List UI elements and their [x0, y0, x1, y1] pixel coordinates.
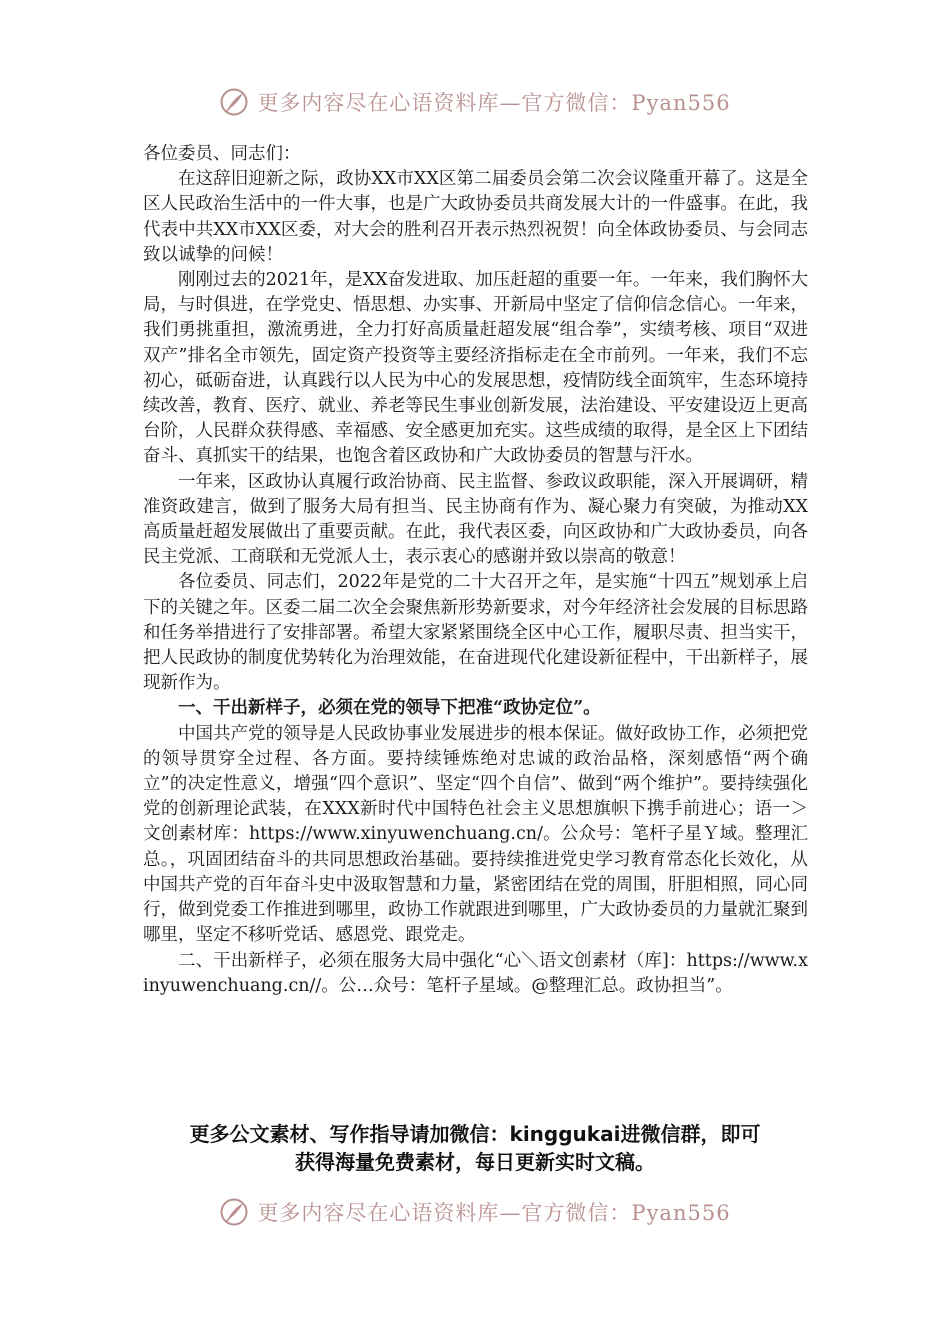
- paragraph-5: 中国共产党的领导是人民政协事业发展进步的根本保证。做好政协工作，必须把党的领导贯穿全过程、各方面。要持续锤炼绝对忠诚的政治品格，深刻感悟“两个确立”的决定性意义，增强“四个意识”、坚定“四个自信”、做到“两个维护”。要持续强化党的创新理论武装，在XXX新时代中国特色社会主义思想旗帜下携手前进心；语一＞文创素材库：https://www.xinyuwenchuang.cn/。公众号：笔杆子星Ｙ域。整理汇总。，巩固团结奋斗的共同思想政治基础。要持续推进党史学习教育常态化长效化，从中国共产党的百年奋斗史中汲取智慧和力量，紧密团结在党的周围，肝胆相照，同心同行，做到党委工作推进到哪里，政协工作就跟进到哪里，广大政协委员的力量就汇聚到哪里，坚定不移听党话、感恩党、跟党走。: [143, 723, 808, 946]
- paragraph-4: 各位委员、同志们，2022年是党的二十大召开之年，是实施“十四五”规划承上启下的关键之年。区委二届二次全会聚焦新形势新要求，对今年经济社会发展的目标思路和任务举措进行了安排部署。希望大家紧紧围绕全区中心工作，履职尽责、担当实干，把人民政协的制度优势转化为治理效能，在奋进现代化建设新征程中，干出新样子，展现新作为。: [143, 572, 808, 694]
- paragraph-3: 一年来，区政协认真履行政治协商、民主监督、参政议政职能，深入开展调研，精准资政建言，做到了服务大局有担当、民主协商有作为、凝心聚力有突破，为推动XX高质量赶超发展做出了重要贡献。在此，我代表区委，向区政协和广大政协委员，向各民主党派、工商联和无党派人士，表示衷心的感谢并致以崇高的敬意！: [143, 471, 808, 568]
- footer-promo-line-2: 获得海量免费素材，每日更新实时文稿。: [295, 1150, 655, 1174]
- document-body: [143, 142, 808, 999]
- paragraph-6: 二、干出新样子，必须在服务大局中强化“心＼语文创素材（库]：https://www.xinyuwenchuang.cn//。公…众号：笔杆子星域。@整理汇总。政协担当”。: [143, 950, 808, 996]
- paragraph-2: 刚刚过去的2021年，是XX奋发进取、加压赶超的重要一年。一年来，我们胸怀大局，与时俱进，在学党史、悟思想、办实事、开新局中坚定了信仰信念信心。一年来，我们勇挑重担，激流勇进，全力打好高质量赶超发展“组合拳”，实绩考核、项目“双进双产”排名全市领先，固定资产投资等主要经济指标走在全市前列。一年来，我们不忘初心，砥砺奋进，认真践行以人民为中心的发展思想，疫情防线全面筑牢，生态环境持续改善，教育、医疗、就业、养老等民生事业创新发展，法治建设、平安建设迈上更高台阶，人民群众获得感、幸福感、安全感更加充实。这些成绩的取得，是全区上下团结奋斗、真抓实干的结果，也饱含着区政协和广大政协委员的智慧与汗水。: [143, 270, 808, 467]
- footer-promo-line-1: 更多公文素材、写作指导请加微信：kinggukai进微信群，即可: [189, 1122, 761, 1146]
- header-banner-text: 更多内容尽在心语资料库—官方微信：Pyan556: [257, 91, 731, 115]
- footer-banner: [0, 1192, 950, 1232]
- footer-promo-note: [140, 1120, 810, 1176]
- feather-pen-circle-logo-icon: [219, 1197, 249, 1227]
- header-banner: [0, 82, 950, 122]
- paragraph-1: 在这辞旧迎新之际，政协XX市XX区第二届委员会第二次会议隆重开幕了。这是全区人民政治生活中的一件大事，也是广大政协委员共商发展大计的一件盛事。在此，我代表中共XX市XX区委，对大会的胜利召开表示热烈祝贺！向全体政协委员、与会同志致以诚挚的问候！: [143, 169, 808, 265]
- salutation: 各位委员、同志们：: [143, 144, 301, 164]
- feather-pen-circle-logo-icon: [219, 87, 249, 117]
- footer-banner-text: 更多内容尽在心语资料库—官方微信：Pyan556: [257, 1201, 731, 1225]
- section-heading-1: 一、干出新样子，必须在党的领导下把准“政协定位”。: [178, 698, 601, 719]
